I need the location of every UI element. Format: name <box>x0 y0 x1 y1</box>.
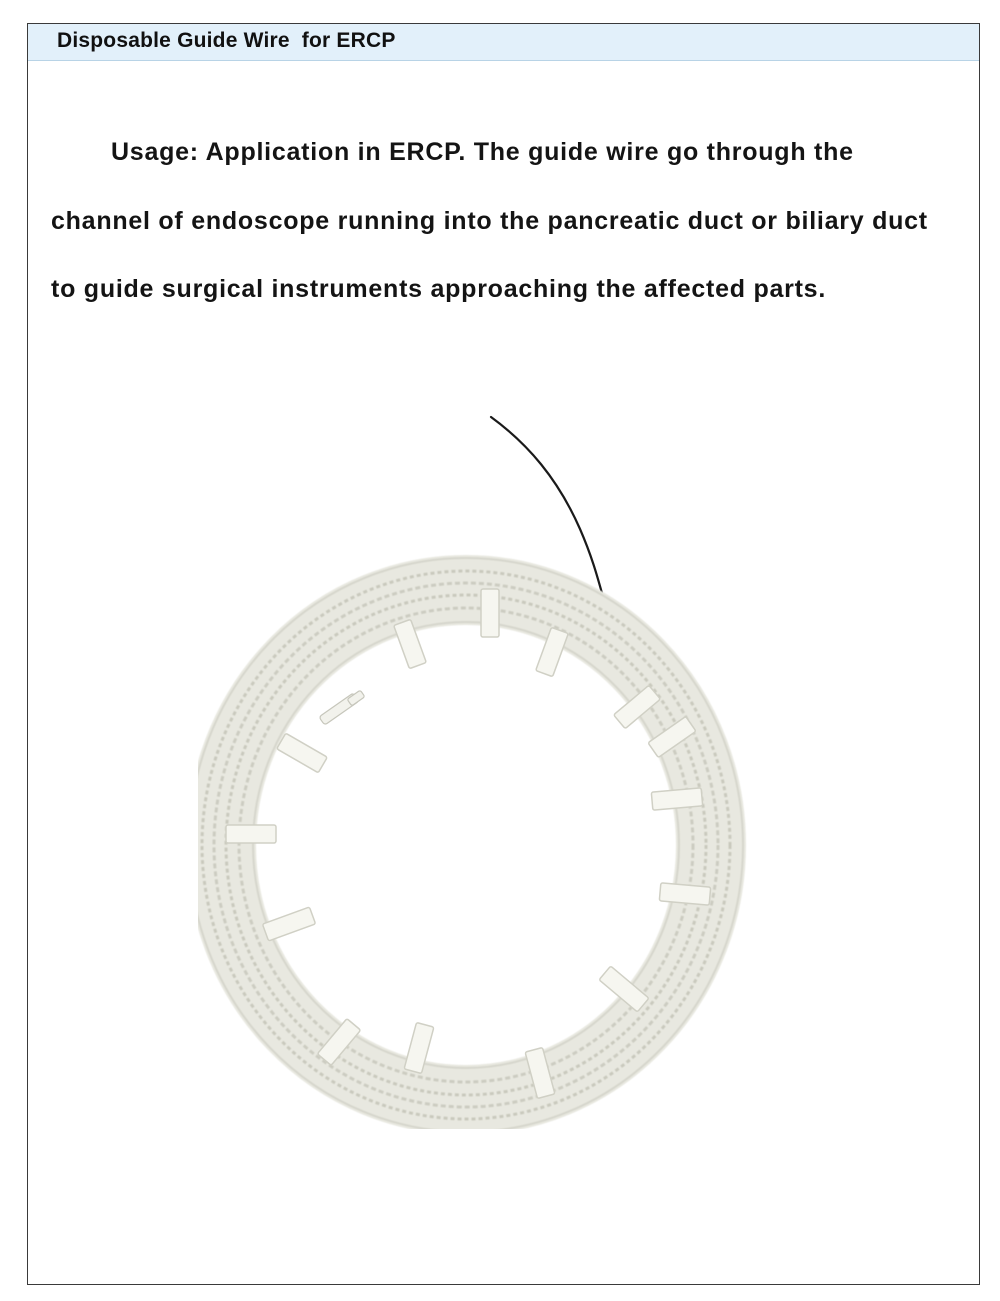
header-bar <box>28 24 979 61</box>
guide-wire-photo <box>198 389 758 1129</box>
wire-hub <box>319 690 365 725</box>
page-title: Disposable Guide Wire for ERCP <box>57 29 396 52</box>
page-frame <box>27 23 980 1285</box>
coil <box>198 558 743 1129</box>
usage-paragraph: Usage: Application in ERCP. The guide wire go through the channel of endoscope running into the pancreatic duct or biliary duct to guide surgical instruments approaching the affected parts. <box>51 138 928 303</box>
